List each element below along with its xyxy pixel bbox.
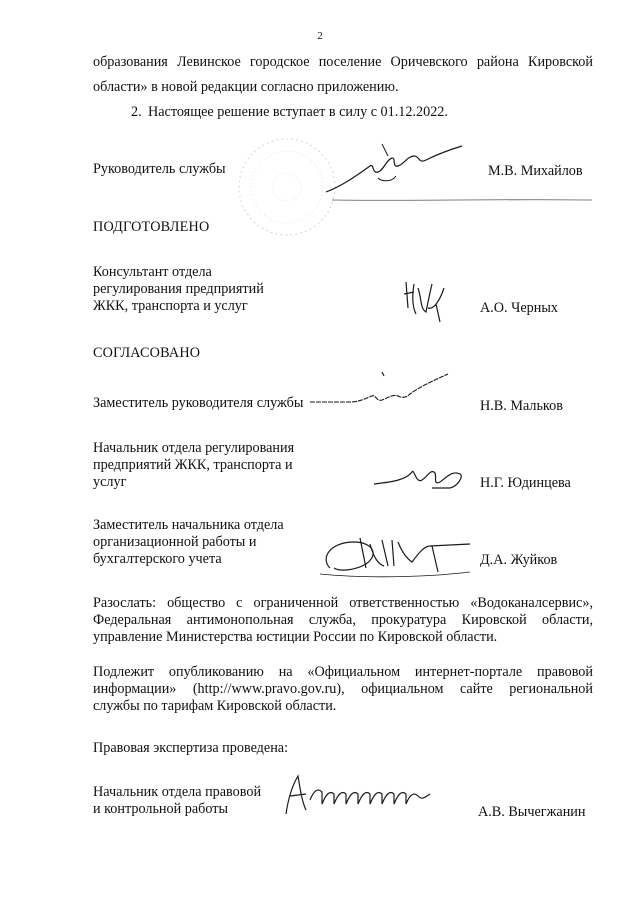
- signer-2-signature: [372, 462, 472, 494]
- distribution-line-2: Федеральная антимонопольная служба, прокуратура Кировской области,: [93, 612, 593, 628]
- separator-line: [332, 197, 592, 203]
- signer-3-signature: [320, 528, 475, 582]
- distribution-line-3: управление Министерства юстиции России по Кировской области.: [93, 629, 498, 645]
- item-2-number: 2.: [131, 104, 142, 120]
- signer-2-position-line-3: услуг: [93, 474, 127, 490]
- legal-signature: [282, 770, 447, 820]
- agreed-heading: СОГЛАСОВАНО: [93, 345, 201, 361]
- signer-2-position-line-2: предприятий ЖКК, транспорта и: [93, 457, 293, 473]
- intro-line-2: области» в новой редакции согласно приложению.: [93, 79, 399, 95]
- head-name: М.В. Михайлов: [488, 163, 583, 179]
- distribution-line-1: Разослать: общество с ограниченной ответственностью «Водоканалсервис»,: [93, 595, 593, 611]
- legal-position-line-1: Начальник отдела правовой: [93, 784, 262, 800]
- prepared-signature: [400, 278, 450, 326]
- signer-2-name: Н.Г. Юдинцева: [480, 475, 571, 491]
- prepared-position-line-2: регулирования предприятий: [93, 281, 264, 297]
- page-number: 2: [317, 30, 323, 42]
- publication-line-3: службы по тарифам Кировской области.: [93, 698, 337, 714]
- signer-3-position-line-2: организационной работы и: [93, 534, 257, 550]
- item-2-text: Настоящее решение вступает в силу с 01.12.2022.: [148, 104, 448, 120]
- prepared-name: А.О. Черных: [480, 300, 558, 316]
- prepared-heading: ПОДГОТОВЛЕНО: [93, 219, 210, 235]
- signer-1-signature: [310, 368, 460, 408]
- signer-3-position-line-1: Заместитель начальника отдела: [93, 517, 284, 533]
- legal-review-note: Правовая экспертиза проведена:: [93, 740, 289, 756]
- prepared-position-line-3: ЖКК, транспорта и услуг: [93, 298, 248, 314]
- head-signature: [322, 136, 472, 198]
- signer-1-name: Н.В. Мальков: [480, 398, 563, 414]
- signer-2-position-line-1: Начальник отдела регулирования: [93, 440, 295, 456]
- publication-line-1: Подлежит опубликованию на «Официальном интернет-портале правовой: [93, 664, 593, 680]
- intro-line-1: образования Левинское городское поселение Оричевского района Кировской: [93, 54, 593, 70]
- prepared-position-line-1: Консультант отдела: [93, 264, 212, 280]
- head-position: Руководитель службы: [93, 161, 226, 177]
- signer-3-name: Д.А. Жуйков: [480, 552, 558, 568]
- legal-name: А.В. Вычегжанин: [478, 804, 586, 820]
- signer-3-position-line-3: бухгалтерского учета: [93, 551, 222, 567]
- signer-1-position: Заместитель руководителя службы: [93, 395, 304, 411]
- publication-line-2: информации» (http://www.pravo.gov.ru), официальном сайте региональной: [93, 681, 593, 697]
- legal-position-line-2: и контрольной работы: [93, 801, 228, 817]
